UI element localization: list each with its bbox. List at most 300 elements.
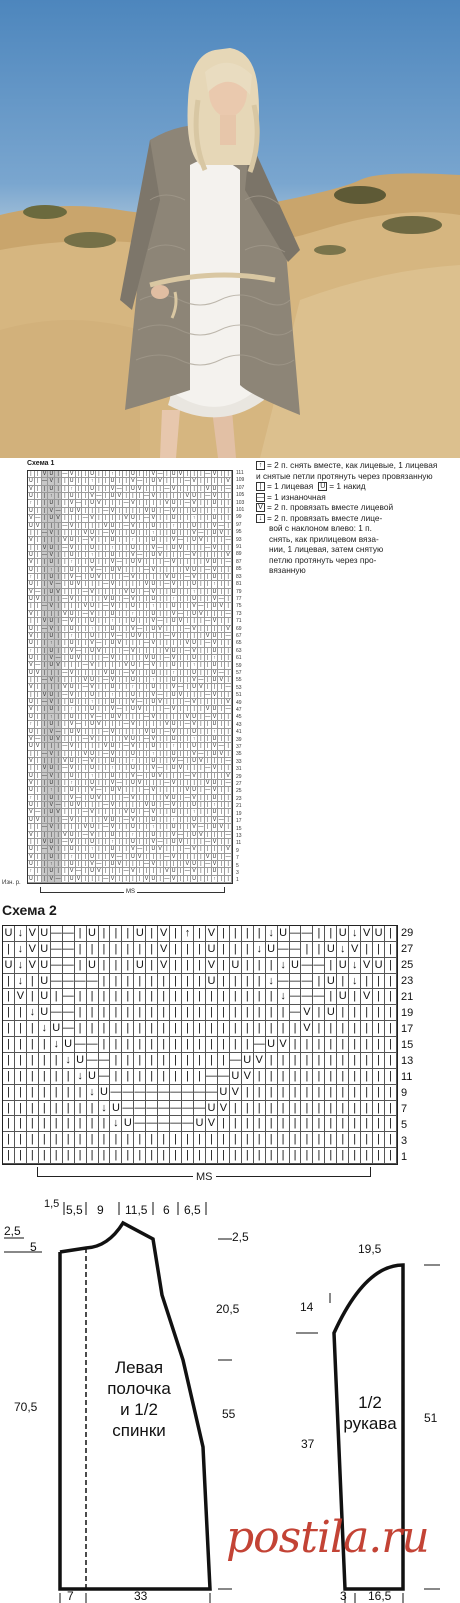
sleeve-piece-name-line: 1/2 [358,1393,382,1412]
chart1-row-number: 77 [236,595,242,602]
chart2-cell: V [27,926,39,942]
chart1-cell: | [89,523,96,530]
chart1-cell: V [164,500,171,507]
chart1-cell: | [89,817,96,824]
chart1-cell: | [205,802,212,809]
chart1-cell: | [55,559,62,566]
chart1-cell: U [28,714,35,721]
chart1-cell: V [150,589,157,596]
chart2-cell: | [206,1005,218,1021]
legend-text: и снятые петли протянуть через провязанную [256,470,433,481]
chart1-cell: | [150,721,157,728]
chart1-cell: | [116,537,123,544]
chart2-cell: | [337,1053,349,1069]
chart1-cell: | [103,559,110,566]
chart1-cell: V [212,765,219,772]
chart2-cell: U [87,958,99,974]
front-piece-name-line: Левая [114,1358,164,1377]
chart1-cell: V [225,846,232,853]
chart1-cell: V [76,876,83,883]
chart1-cell: | [62,493,69,500]
chart1-cell: | [96,596,103,603]
chart1-cell: U [110,684,117,691]
chart1-cell: U [48,795,55,802]
chart1-cell: | [82,655,89,662]
chart1-cell: U [48,692,55,699]
chart2-cell: — [158,1101,170,1117]
chart1-cell: | [178,589,185,596]
chart1-cell: | [198,839,205,846]
chart1-cell: | [76,736,83,743]
chart2-cell: | [266,1085,278,1101]
chart2-cell: — [182,1085,194,1101]
chart1-cell: | [82,500,89,507]
chart1-cell: | [123,611,130,618]
chart1-cell: | [28,751,35,758]
chart1-cell: | [198,787,205,794]
chart2-cell: U [87,1069,99,1085]
chart2-cell: | [278,1053,290,1069]
chart1-cell: | [178,824,185,831]
chart2-cell: ↓ [266,974,278,990]
legend-text: = 2 п. провязать вместе лицевой [267,502,394,512]
chart1-cell: U [28,846,35,853]
chart1-cell: | [218,854,225,861]
chart2-cell: | [122,1148,134,1164]
chart2-cell: | [206,989,218,1005]
chart1-cell: — [198,529,204,536]
chart1-cell: | [42,500,49,507]
chart1-cell: — [205,860,211,867]
chart1-cell: V [42,692,49,699]
chart2-cell: V [158,942,170,958]
chart1-cell: | [191,471,198,478]
chart1-cell: | [171,787,178,794]
chart1-cell: | [35,559,42,566]
chart1-cell: | [218,471,225,478]
chart1-row-number: 1 [236,877,239,884]
chart1-cell: | [62,508,69,515]
chart1-cell: | [35,802,42,809]
chart1-cell: — [143,640,149,647]
chart1-cell: V [150,515,157,522]
chart1-cell: | [150,795,157,802]
chart1-cell: | [144,478,151,485]
chart2-cell: | [385,958,397,974]
chart1-cell: V [218,677,225,684]
chart2-cell: | [373,1069,385,1085]
chart1-cell: | [103,611,110,618]
chart1-cell: V [116,640,123,647]
chart1-cell: | [184,684,191,691]
chart1-cell: V [28,854,35,861]
chart1-cell: V [89,861,96,868]
chart1-cell: | [116,736,123,743]
chart1-cell: | [82,559,89,566]
chart1-cell: | [103,765,110,772]
chart1-cell: ↑ [89,773,96,780]
chart1-cell: | [89,508,96,515]
chart1-cell: | [164,545,171,552]
chart1-cell: | [184,603,191,610]
chart2-cell: | [110,989,122,1005]
chart1-cell: | [157,780,164,787]
chart1-cell: V [184,787,191,794]
chart1-cell: U [191,493,198,500]
chart1-cell: | [178,508,185,515]
chart1-cell: | [205,508,212,515]
chart1-cell: V [89,567,96,574]
chart1-cell: | [130,567,137,574]
chart1-cell: | [82,640,89,647]
chart1-cell: V [96,721,103,728]
chart2-cell: | [146,1132,158,1148]
chart1-cell: | [42,515,49,522]
chart2-cell: V [158,958,170,974]
chart1-cell: U [212,589,219,596]
chart1-cell: | [178,743,185,750]
chart1-cell: U [171,839,178,846]
chart1-cell: | [69,824,76,831]
chart1-cell: V [178,471,185,478]
chart2-cell: | [337,1085,349,1101]
chart1-cell: | [218,868,225,875]
chart2-cell: | [170,1148,182,1164]
chart1-cell: | [55,832,62,839]
chart1-cell: ↑ [150,603,157,610]
chart2-cell: | [158,974,170,990]
chart1-row-number: 35 [236,751,242,758]
chart2-cell: | [170,1005,182,1021]
chart2-cell: | [63,1116,75,1132]
chart1-cell: — [164,581,170,588]
chart2-cell: U [337,989,349,1005]
chart1-cell: ↑ [28,648,35,655]
chart1-cell: | [184,729,191,736]
chart2-cell: | [146,1053,158,1069]
chart1-cell: V [150,861,157,868]
chart1-cell: | [184,523,191,530]
chart1-cell: | [137,545,144,552]
chart1-cell: U [150,655,157,662]
chart1-cell: V [150,714,157,721]
chart1-cell: | [157,567,164,574]
chart1-cell: V [164,648,171,655]
chart1-cell: — [184,625,190,632]
chart1-cell: | [76,633,83,640]
chart1-cell: V [103,596,110,603]
chart1-cell: | [218,861,225,868]
chart1-cell: V [123,662,130,669]
chart1-cell: | [82,545,89,552]
chart1-cell: U [130,809,137,816]
chart1-cell: | [164,523,171,530]
chart1-cell: V [171,802,178,809]
chart1-cell: | [198,626,205,633]
chart1-cell: | [42,574,49,581]
model-photo [0,0,460,458]
chart1-cell: | [116,809,123,816]
chart1-cell: — [103,529,109,536]
chart1-cell: V [130,596,137,603]
chart1-row-number: 23 [236,795,242,802]
chart2-cell: | [373,974,385,990]
chart1-cell: U [212,486,219,493]
chart2-cell: V [206,1116,218,1132]
chart2-cell: | [242,1005,254,1021]
chart1-cell: | [42,655,49,662]
chart1-cell: | [184,817,191,824]
chart1-cell: V [69,618,76,625]
chart1-cell: | [225,876,232,883]
chart1-cell: | [205,795,212,802]
chart1-cell: | [89,670,96,677]
chart1-cell: | [130,493,137,500]
chart1-cell: | [191,706,198,713]
chart1-cell: V [89,640,96,647]
chart1-cell: U [28,802,35,809]
chart2-cell: | [99,958,111,974]
chart1-cell: | [96,817,103,824]
chart1-cell: | [157,596,164,603]
chart1-cell: — [62,522,68,529]
chart1-cell: | [157,655,164,662]
chart1-cell: | [35,854,42,861]
chart2-cell: V [27,958,39,974]
chart2-cell: | [63,1148,75,1164]
chart1-cell: | [76,596,83,603]
chart2-cell: | [385,989,397,1005]
chart1-cell: | [55,670,62,677]
chart1-cell: V [69,545,76,552]
chart1-cell: | [130,581,137,588]
chart1-cell: — [225,706,231,713]
chart1-cell: | [35,486,42,493]
chart2-cell: | [170,1132,182,1148]
chart2-cell: U [325,1005,337,1021]
chart1-cell: V [130,743,137,750]
chart1-cell: V [82,824,89,831]
chart1-cell: U [110,478,117,485]
chart1-cell: | [55,765,62,772]
chart2-cell: | [110,1069,122,1085]
chart1-cell: U [110,640,117,647]
chart1-cell: | [35,574,42,581]
chart1-cell: U [171,736,178,743]
chart1-cell: | [164,751,171,758]
chart2-cell: — [63,926,75,942]
chart2-cell: | [99,1037,111,1053]
chart1-cell: | [198,633,205,640]
chart2-cell: | [266,1101,278,1117]
chart1-cell: — [225,632,231,639]
chart1-cell: | [184,839,191,846]
chart1-row-number: 5 [236,862,239,869]
chart1-cell: | [218,780,225,787]
chart1-cell: | [123,552,130,559]
chart1-cell: | [116,832,123,839]
chart2-cell: — [194,1085,206,1101]
chart2-cell: | [242,1085,254,1101]
chart1-cell: | [178,876,185,883]
chart1-cell: V [116,493,123,500]
chart1-cell: | [218,552,225,559]
chart1-cell: | [178,500,185,507]
chart1-cell: | [35,552,42,559]
chart2-cell: U [373,926,385,942]
chart1-cell: | [48,758,55,765]
chart1-cell: — [62,596,68,603]
chart1-cell: | [198,515,205,522]
chart1-cell: | [76,765,83,772]
chart1-cell: | [82,478,89,485]
chart1-cell: U [48,839,55,846]
chart1-cell: | [35,640,42,647]
chart1-row-number: 37 [236,744,242,751]
chart2-cell: | [15,1037,27,1053]
chart2-cell: | [373,1085,385,1101]
chart1-cell: — [137,699,143,706]
chart1-cell: | [144,596,151,603]
chart2-cell: | [313,1069,325,1085]
chart1-cell: | [82,714,89,721]
chart2-row-number: 7 [401,1103,408,1115]
chart1-cell: | [62,773,69,780]
chart1-cell: | [123,861,130,868]
chart1-cell: V [150,809,157,816]
chart1-cell: | [55,530,62,537]
chart1-cell: | [42,817,49,824]
chart2-cell: | [242,1037,254,1053]
chart1-cell: — [137,625,143,632]
chart2-cell: | [15,1005,27,1021]
chart2-cell: | [254,1116,266,1132]
chart2-cell: | [254,1132,266,1148]
chart1-cell: — [103,507,109,514]
chart2-cell: | [266,958,278,974]
chart1-cell: V [62,684,69,691]
chart1-cell: ↑ [150,530,157,537]
chart1-cell: V [130,626,137,633]
chart2-cell: | [325,926,337,942]
chart2-cell: | [27,1132,39,1148]
chart1-cell: | [76,751,83,758]
chart1-cell: | [205,809,212,816]
chart1-ms-label: MS [126,889,135,895]
chart1-cell: | [184,876,191,883]
chart1-cell: V [110,854,117,861]
chart1-cell: | [55,633,62,640]
chart1-cell: V [82,751,89,758]
chart1-row-number: 93 [236,536,242,543]
chart2-cell: V [349,942,361,958]
chart1-cell: — [35,662,41,669]
chart1-cell: | [218,846,225,853]
chart1-cell: | [76,692,83,699]
chart1-cell: | [96,854,103,861]
chart1-cell: | [123,824,130,831]
chart1-cell: | [48,523,55,530]
chart1-cell: | [76,699,83,706]
chart1-row-number: 17 [236,818,242,825]
chart1-cell: | [48,743,55,750]
chart2-cell: | [3,1116,15,1132]
chart2-cell: | [218,926,230,942]
chart1-cell: ↑ [48,787,55,794]
chart1-cell: V [110,824,117,831]
chart1-cell: | [76,537,83,544]
chart1-cell: | [198,508,205,515]
chart1-cell: V [130,721,137,728]
chart2-cell: — [87,974,99,990]
chart1-cell: | [164,692,171,699]
chart1-cell: V [191,574,198,581]
chart1-cell: V [76,508,83,515]
chart1-cell: | [82,861,89,868]
chart1-cell: | [212,758,219,765]
chart1-cell: ↑ [191,662,198,669]
chart1-cell: | [55,471,62,478]
chart2-cell: | [27,1069,39,1085]
chart2-cell: | [146,989,158,1005]
chart2-cell: | [230,974,242,990]
chart1-cell: | [144,574,151,581]
chart2-cell: ↓ [15,926,27,942]
chart1-cell: U [150,832,157,839]
chart1-cell: | [123,493,130,500]
chart1-cell: V [28,706,35,713]
chart2-cell: — [146,1116,158,1132]
chart1-cell: U [212,868,219,875]
chart1-cell: U [191,670,198,677]
chart1-cell: | [123,567,130,574]
chart2-cell: ↓ [110,1116,122,1132]
chart2-cell: | [361,1101,373,1117]
chart1-cell: — [55,875,61,882]
chart1-cell: U [89,692,96,699]
chart1-cell: U [48,780,55,787]
chart1-cell: | [205,515,212,522]
chart1-cell: — [205,765,211,772]
chart2-cell: | [182,1069,194,1085]
chart1-cell: | [123,780,130,787]
chart1-cell: U [28,596,35,603]
chart1-cell: U [28,552,35,559]
chart1-cell: — [75,574,81,580]
chart1-cell: | [35,765,42,772]
chart1-cell: | [35,500,42,507]
chart1-cell: | [42,567,49,574]
chart1-cell: | [42,876,49,883]
chart1-cell: V [110,876,117,883]
chart1-cell: V [171,706,178,713]
chart1-cell: | [157,677,164,684]
chart1-cell: | [76,493,83,500]
chart1-cell: U [130,839,137,846]
chart1-cell: | [184,670,191,677]
front-measure-shoulder: 11,5 [125,1203,148,1217]
chart1-cell: | [96,824,103,831]
chart1-cell: | [198,729,205,736]
chart1-cell: | [218,684,225,691]
chart1-cell: V [150,839,157,846]
chart1-cell: | [137,832,144,839]
chart1-cell: | [178,795,185,802]
chart1-cell: | [164,478,171,485]
chart2-cell: | [218,1021,230,1037]
chart2-cell: | [349,1069,361,1085]
chart1-cell: | [137,677,144,684]
